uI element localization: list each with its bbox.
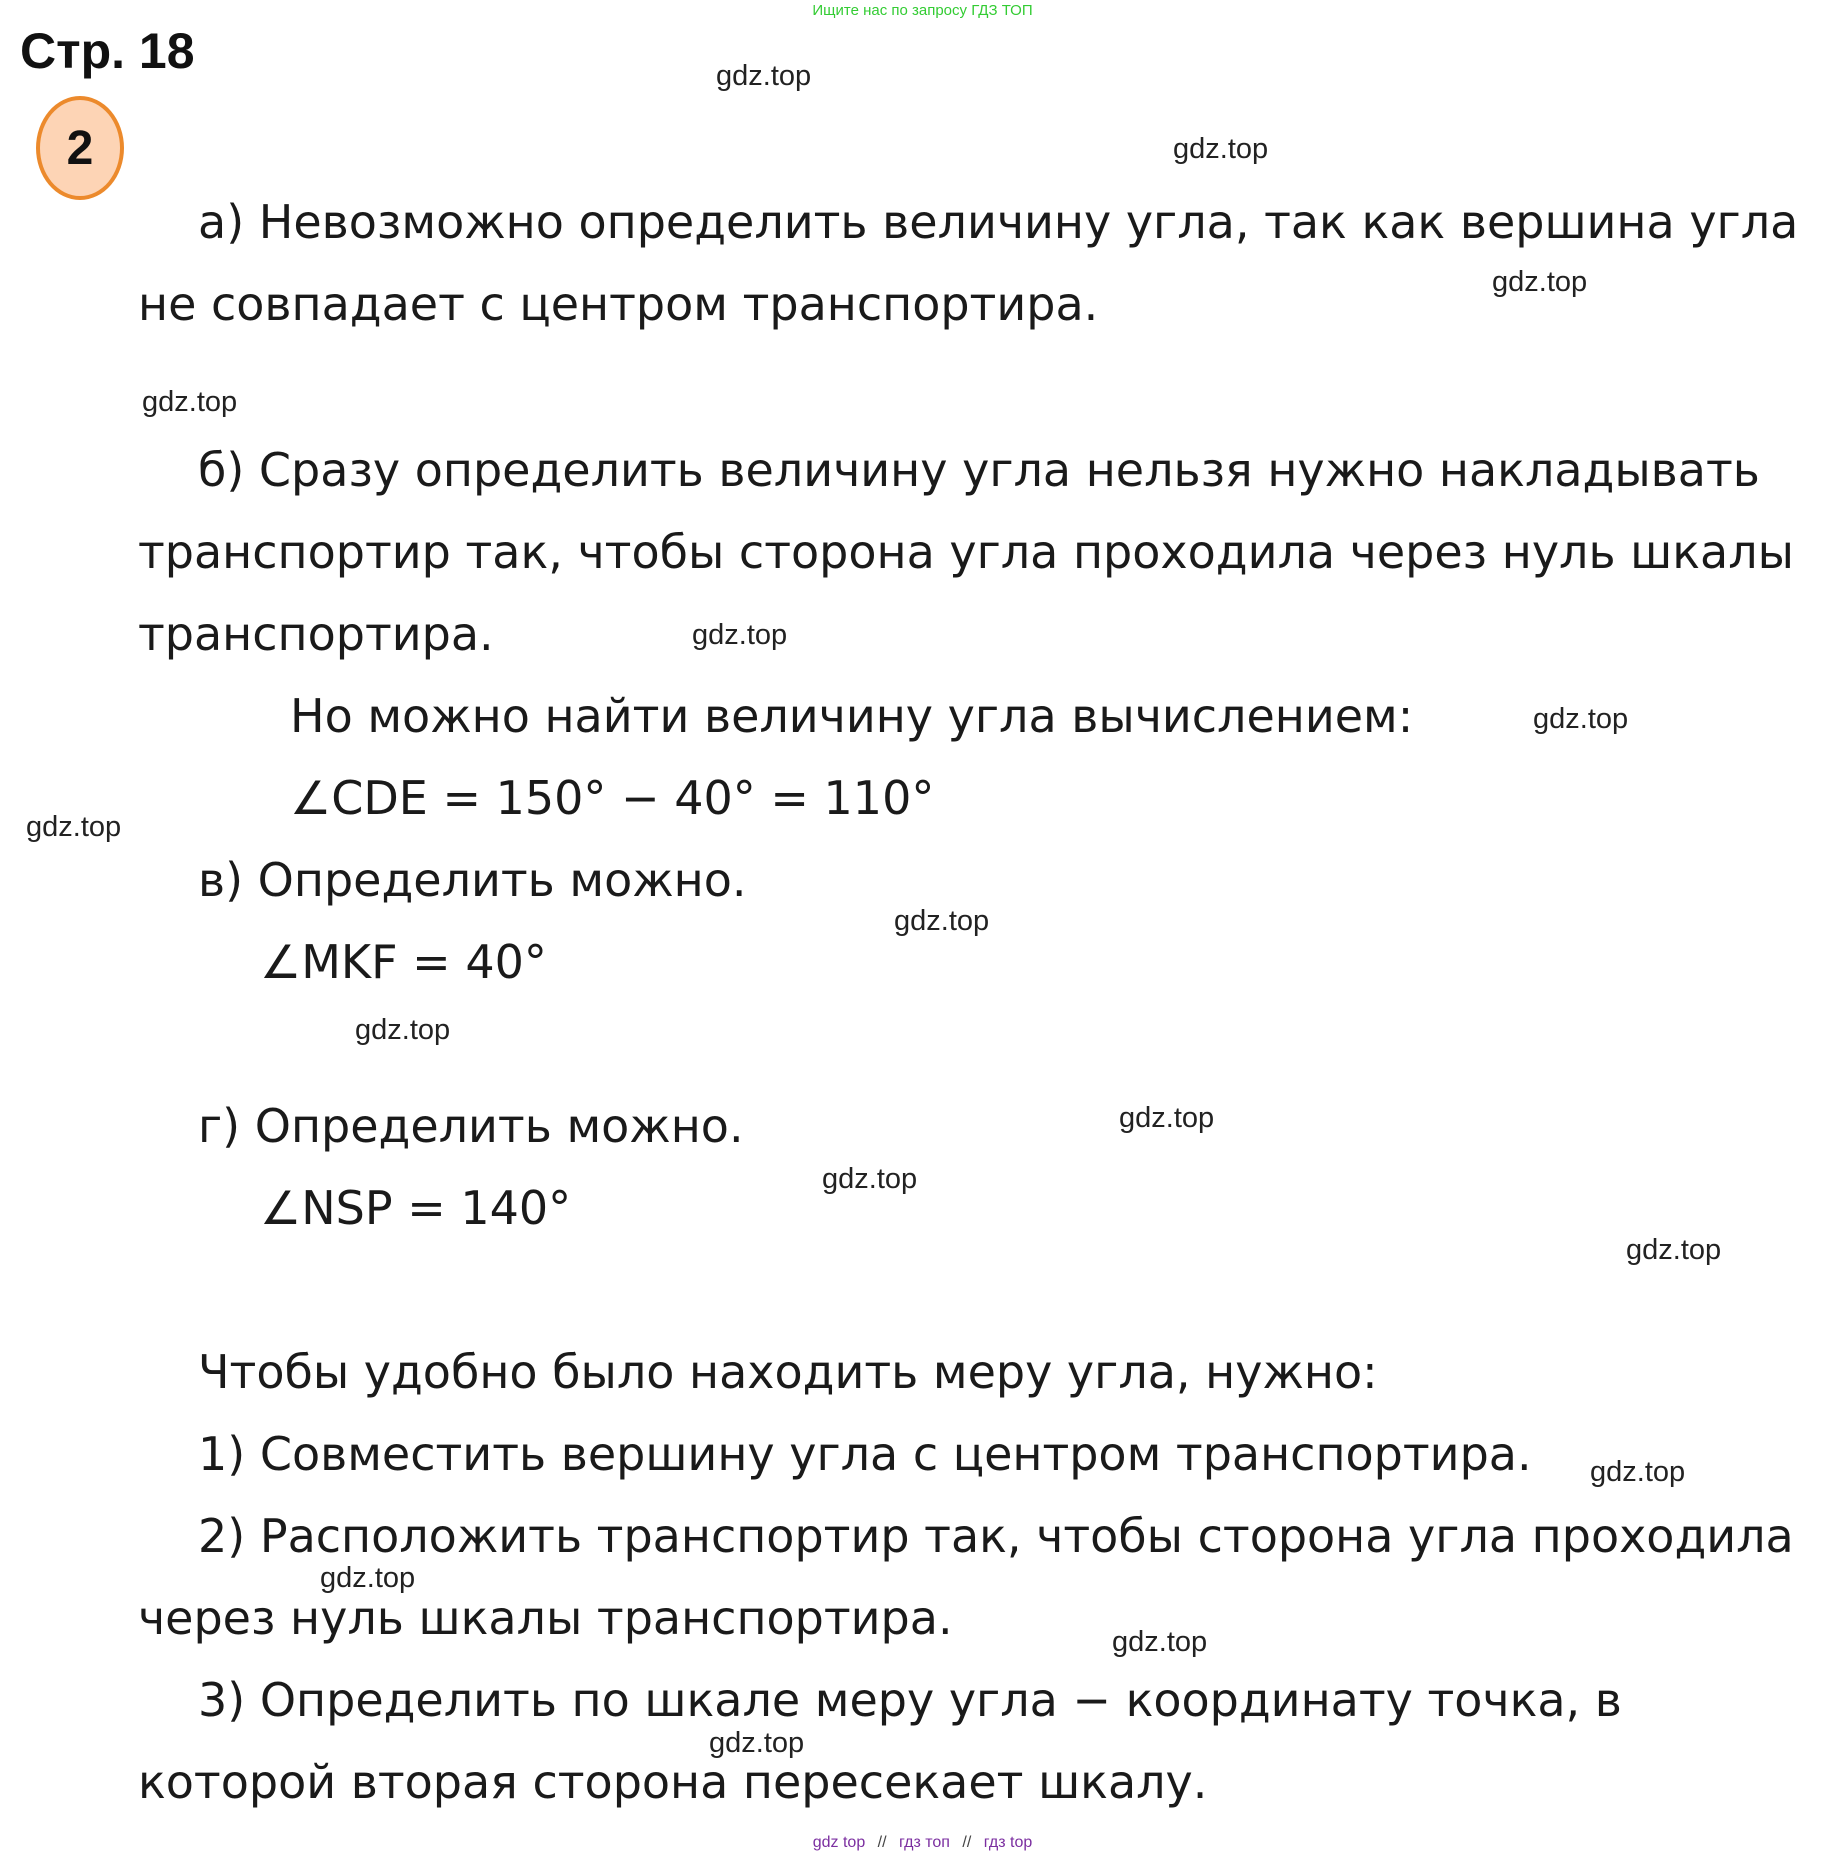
watermark: gdz.top (1173, 133, 1269, 165)
watermark: gdz.top (822, 1163, 918, 1195)
watermark: gdz.top (1492, 266, 1588, 298)
watermark: gdz.top (320, 1562, 416, 1594)
watermark: gdz.top (355, 1014, 451, 1046)
watermark: gdz.top (894, 905, 990, 937)
watermark: gdz.top (1626, 1234, 1722, 1266)
footer-links (0, 1834, 1845, 1852)
answer-b-line-2: транспортир так, чтобы сторона угла проходила через нуль шкалы (138, 525, 1794, 579)
answer-b-line-3: транспортира. (138, 607, 494, 661)
answer-g-line-1: г) Определить можно. (198, 1099, 744, 1153)
rules-intro: Чтобы удобно было находить меру угла, нужно: (198, 1345, 1378, 1399)
footer-separator: // (877, 1834, 887, 1851)
answer-a-line-1: а) Невозможно определить величину угла, так как вершина угла (198, 195, 1799, 249)
watermark: gdz.top (692, 619, 788, 651)
watermark: gdz.top (1533, 703, 1629, 735)
watermark: gdz.top (716, 60, 812, 92)
answer-b-line-4: Но можно найти величину угла вычислением: (290, 689, 1414, 743)
watermark: gdz.top (142, 386, 238, 418)
watermark: gdz.top (1112, 1626, 1208, 1658)
watermark: gdz.top (709, 1727, 805, 1759)
footer-link[interactable]: гдз топ (899, 1834, 950, 1851)
task-number-badge (36, 96, 124, 200)
answer-v-line-1: в) Определить можно. (198, 853, 747, 907)
page-title: Стр. 18 (20, 23, 195, 79)
search-banner: Ищите нас по запросу ГДЗ ТОП (812, 2, 1033, 19)
rule-1: 1) Совместить вершину угла с центром транспортира. (198, 1427, 1532, 1481)
answer-v-formula: ∠MKF = 40° (260, 935, 547, 989)
answer-a-line-2: не совпадает с центром транспортира. (138, 277, 1099, 331)
watermark: gdz.top (1590, 1456, 1686, 1488)
footer-separator: // (962, 1834, 972, 1851)
footer-link[interactable]: гдз top (983, 1834, 1033, 1851)
watermark: gdz.top (26, 811, 122, 843)
task-number: 2 (66, 121, 94, 175)
rule-2-line-2: через нуль шкалы транспортира. (138, 1591, 953, 1645)
answer-b-formula: ∠CDE = 150° − 40° = 110° (290, 771, 935, 825)
answer-b-line-1: б) Сразу определить величину угла нельзя нужно накладывать (198, 443, 1760, 497)
answer-g-formula: ∠NSP = 140° (260, 1181, 572, 1235)
footer-link[interactable]: gdz top (812, 1834, 866, 1851)
rule-3-line-1: 3) Определить по шкале меру угла − координату точка, в (198, 1673, 1622, 1727)
rule-2-line-1: 2) Расположить транспортир так, чтобы сторона угла проходила (198, 1509, 1794, 1563)
rule-3-line-2: которой вторая сторона пересекает шкалу. (138, 1755, 1208, 1809)
watermark: gdz.top (1119, 1102, 1215, 1134)
